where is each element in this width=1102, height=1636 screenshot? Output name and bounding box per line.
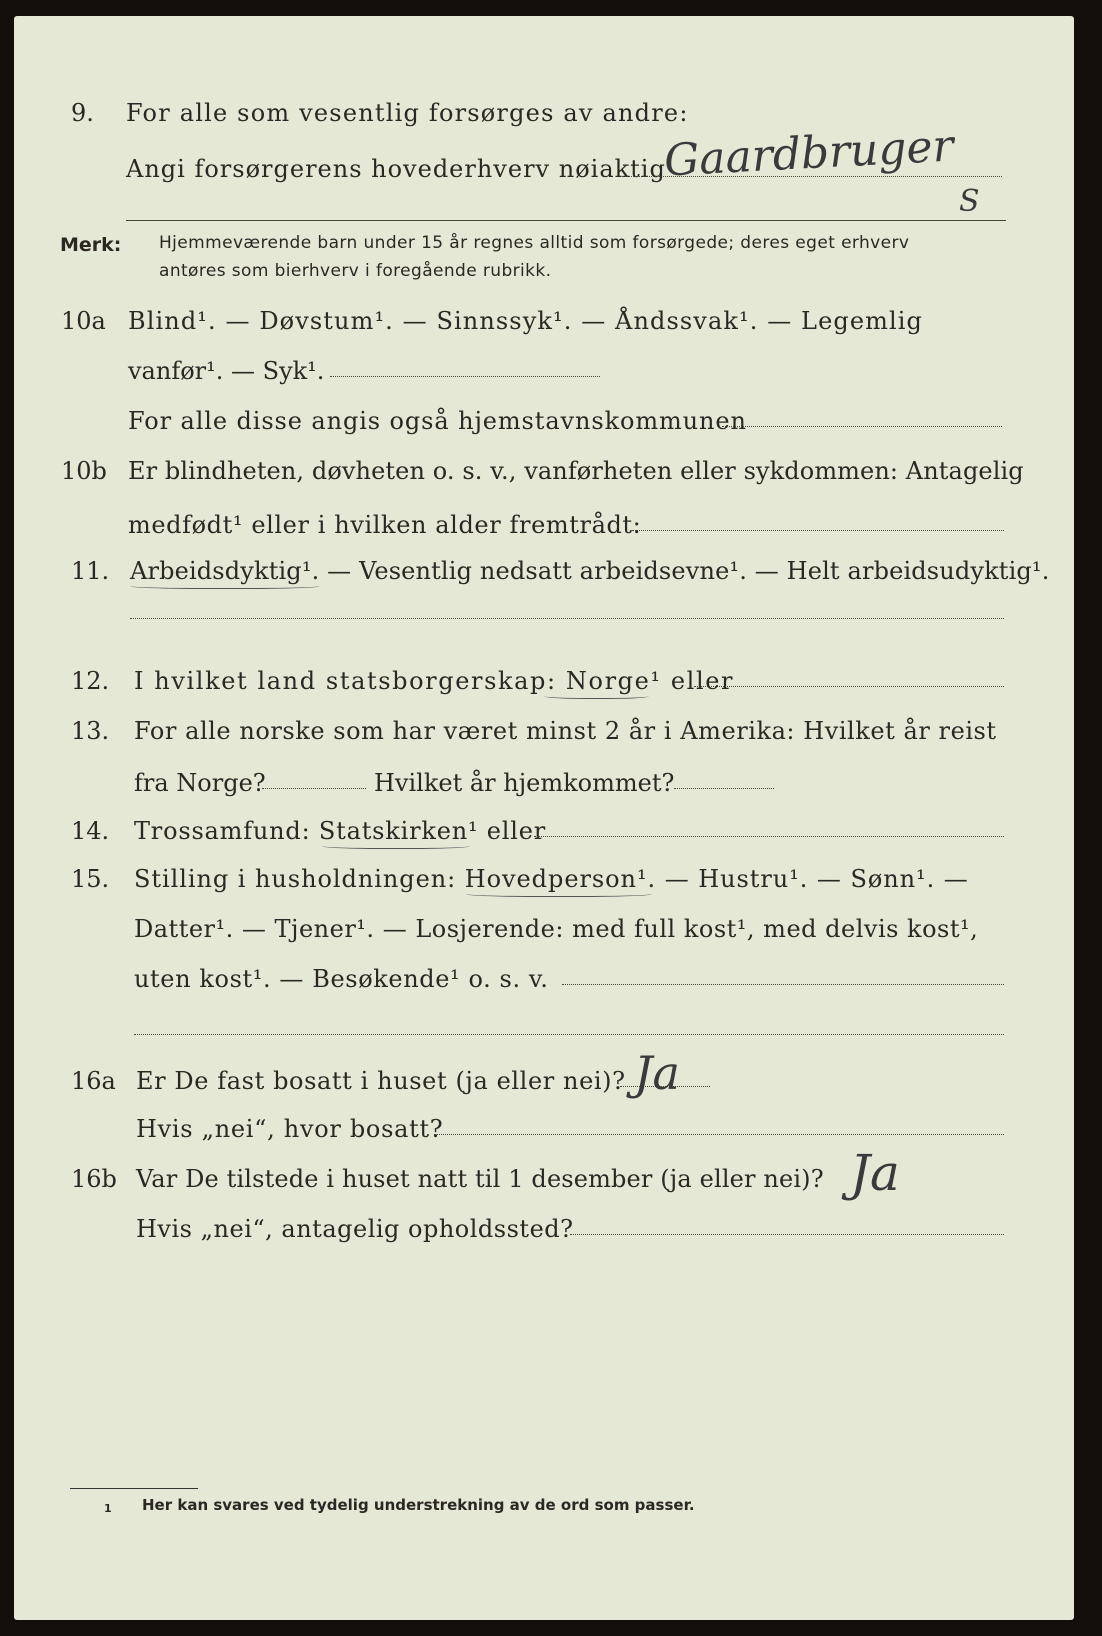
q15-underline-mark: [466, 890, 652, 897]
q16a-line1: Er De fast bosatt i huset (ja eller nei)?: [136, 1067, 626, 1095]
merk-label: Merk:: [60, 234, 122, 256]
q12-underline-mark: [544, 692, 649, 699]
q16b-number: 16b: [71, 1165, 117, 1193]
q9-line2: Angi forsørgerens hovederhverv nøiaktig: [126, 155, 666, 183]
q10b-line1: Er blindheten, døvheten o. s. v., vanførheten eller sykdommen: Antagelig: [128, 457, 1024, 485]
q16b-line1: Var De tilstede i huset natt til 1 desember (ja eller nei)?: [136, 1165, 824, 1193]
q16b-line2: Hvis „nei“, antagelig opholdssted?: [136, 1215, 574, 1243]
q10b-answer-line: [632, 530, 1004, 531]
footnote-rule: [70, 1488, 198, 1489]
q13-number: 13.: [71, 717, 110, 745]
q13-hjemkommet-line: [674, 788, 774, 789]
q16b-answer: Ja: [850, 1144, 900, 1202]
q9-number: 9.: [71, 99, 94, 127]
q12-line1: I hvilket land statsborgerskap: Norge¹ eller: [134, 667, 735, 695]
census-form-page: [14, 16, 1074, 1620]
q15-line3: uten kost¹. — Besøkende¹ o. s. v.: [134, 965, 549, 993]
q16a-number: 16a: [71, 1067, 116, 1095]
merk-line2: antøres som bierhverv i foregående rubrikk.: [159, 261, 552, 281]
q10a-kommune-line: [722, 426, 1002, 427]
q15-number: 15.: [71, 865, 110, 893]
q10a-syk-line: [330, 376, 600, 377]
q10a-line3: For alle disse angis også hjemstavnskommunen: [128, 407, 747, 435]
q11-answer-line: [130, 618, 1004, 619]
q16b-opholdssted-line: [570, 1234, 1004, 1235]
footnote-text: Her kan svares ved tydelig understrekning av de ord som passer.: [142, 1496, 695, 1514]
q13-line1: For alle norske som har været minst 2 år i Amerika: Hvilket år reist: [134, 717, 997, 745]
q12-number: 12.: [71, 667, 110, 695]
q11-underline-mark: [130, 582, 320, 589]
q13-line2a: fra Norge?: [134, 769, 266, 797]
q14-number: 14.: [71, 817, 110, 845]
q11-line1: Arbeidsdyktig¹. — Vesentlig nedsatt arbeidsevne¹. — Helt arbeidsudyktig¹.: [130, 557, 1050, 585]
q16a-answer: Ja: [634, 1046, 680, 1100]
q9-answer: Gaardbruger: [662, 120, 955, 187]
q9-rule: [126, 220, 1006, 221]
q10a-line1: Blind¹. — Døvstum¹. — Sinnssyk¹. — Åndssvak¹. — Legemlig: [128, 307, 924, 335]
q15-line1: Stilling i husholdningen: Hovedperson¹. — Hustru¹. — Sønn¹. —: [134, 865, 969, 893]
footnote-marker: 1: [104, 1502, 112, 1515]
q11-number: 11.: [71, 557, 110, 585]
q9-line1: For alle som vesentlig forsørges av andre:: [126, 99, 689, 127]
q16a-line2: Hvis „nei“, hvor bosatt?: [136, 1115, 444, 1143]
q14-underline-mark: [322, 842, 470, 849]
q10a-number: 10a: [61, 307, 106, 335]
q9-mark: S: [959, 184, 980, 219]
q15-line2: Datter¹. — Tjener¹. — Losjerende: med full kost¹, med delvis kost¹,: [134, 915, 979, 943]
q13-line2b: Hvilket år hjemkommet?: [374, 769, 675, 797]
q14-answer-line: [534, 836, 1004, 837]
q10a-line2: vanfør¹. — Syk¹.: [128, 357, 325, 385]
q10b-number: 10b: [61, 457, 107, 485]
q14-line1: Trossamfund: Statskirken¹ eller: [134, 817, 547, 845]
q13-reist-line: [262, 788, 366, 789]
q16a-bosatt-line: [434, 1134, 1004, 1135]
q15-extra-line: [134, 1034, 1004, 1035]
q15-answer-line: [562, 984, 1004, 985]
q10b-line2: medfødt¹ eller i hvilken alder fremtrådt:: [128, 511, 642, 539]
q12-answer-line: [694, 686, 1004, 687]
merk-line1: Hjemmeværende barn under 15 år regnes alltid som forsørgede; deres eget erhverv: [159, 233, 910, 253]
